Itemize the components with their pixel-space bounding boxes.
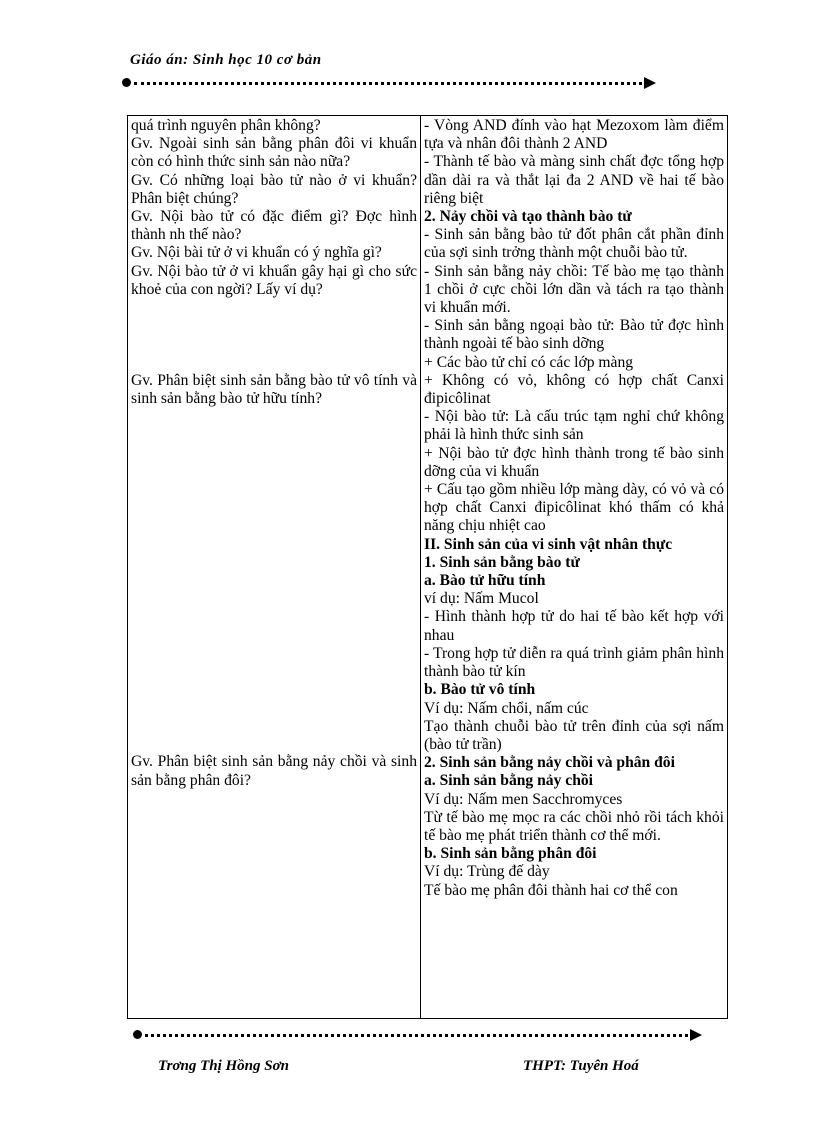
subsection-heading: b. Sinh sản bằng phân đôi (424, 845, 597, 863)
content-column (421, 116, 728, 1019)
content-line: - Sinh sản bằng bào tử đốt phân cắt phần đỉnh của sợi sinh trởng thành một chuỗi bào tử. (424, 226, 724, 262)
header-title: Giáo án: Sinh học 10 cơ bản (130, 52, 322, 68)
header-divider (122, 76, 656, 90)
content-line: - Trong hợp tử diễn ra quá trình giảm phân hình thành bào tử kín (424, 644, 724, 681)
content-line: ví dụ: Nấm Mucol (424, 590, 539, 608)
content-line: Tạo thành chuỗi bào tử trên đỉnh của sợi nấm (bào tử trần) (424, 717, 724, 753)
content-line: - Sinh sản bằng nảy chồi: Tế bào mẹ tạo thành 1 chồi ở cực chồi lớn dần và tách ra tạo thành vi khuẩn mới. (424, 262, 724, 317)
content-line: + Các bào tử chỉ có các lớp màng (424, 353, 634, 371)
question-item: Gv. Nội bào tử có đặc điểm gì? Đợc hình thành nh thế nào? (131, 208, 417, 244)
content-line: - Sinh sản bằng ngoại bào tử: Bào tử đợc hình thành ngoài tế bào sinh dỡng (424, 317, 724, 353)
content-line: Tế bào mẹ phân đôi thành hai cơ thể con (424, 881, 678, 899)
question-item: Gv. Nội bào tử ở vi khuẩn gây hại gì cho sức khoẻ của con ngời? Lấy ví dụ? (131, 262, 417, 298)
footer-school: THPT: Tuyên Hoá (523, 1058, 639, 1074)
question-item: Gv. Phân biệt sinh sản bằng bào tử vô tính và sinh sản bằng bào tử hữu tính? (131, 372, 417, 408)
subsection-heading: b. Bào tử vô tính (424, 681, 536, 699)
content-line: Từ tế bào mẹ mọc ra các chồi nhỏ rồi tách khỏi tế bào mẹ phát triển thành cơ thể mới. (424, 808, 724, 844)
section-heading: II. Sinh sản của vi sinh vật nhân thực (424, 535, 673, 553)
footer-divider (133, 1028, 702, 1042)
content-line: - Thành tế bào và màng sinh chất đợc tổng hợp dần dài ra và thắt lại đa 2 AND về hai tế bào riêng biệt (424, 153, 724, 207)
question-item: Gv. Nội bài tử ở vi khuẩn có ý nghĩa gì? (131, 244, 382, 262)
table-row (128, 116, 728, 1019)
subsection-heading: a. Sinh sản bằng nảy chồi (424, 772, 594, 790)
bullet-dot-icon (133, 1030, 142, 1039)
bullet-dot-icon (122, 78, 131, 87)
content-line: Ví dụ: Nấm men Sacchromyces (424, 790, 623, 808)
section-heading: 2. Nảy chồi và tạo thành bào tử (424, 208, 632, 226)
content-line: + Cấu tạo gồm nhiều lớp màng dày, có vỏ và có hợp chất Canxi đipicôlinat khó thấm có khả năng chịu nhiệt cao (424, 481, 724, 535)
question-item: Gv. Ngoài sinh sản bằng phân đôi vi khuẩn còn có hình thức sinh sản nào nữa? (131, 135, 417, 171)
subsection-heading: a. Bào tử hữu tính (424, 572, 546, 590)
content-line: Ví dụ: Trùng đế dày (424, 863, 550, 881)
question-item: quá trình nguyên phân không? (131, 117, 321, 134)
content-line: + Nội bào tử đợc hình thành trong tế bào sinh dỡng của vi khuẩn (424, 444, 724, 480)
section-heading: 2. Sinh sản bằng nảy chồi và phân đôi (424, 754, 675, 772)
content-line: Ví dụ: Nấm chổi, nấm cúc (424, 699, 589, 717)
footer-author: Trơng Thị Hồng Sơn (158, 1058, 290, 1074)
teacher-questions-column (128, 116, 421, 1019)
question-item: Gv. Có những loại bào tử nào ở vi khuẩn? Phân biệt chúng? (131, 171, 417, 207)
arrow-right-icon (644, 77, 656, 89)
section-heading: 1. Sinh sản bằng bào tử (424, 553, 580, 571)
content-line: - Nội bào tử: Là cấu trúc tạm nghỉ chứ không phải là hình thức sinh sản (424, 408, 724, 444)
question-item: Gv. Phân biệt sinh sản bằng nảy chồi và sinh sản bằng phân đôi? (131, 753, 417, 789)
arrow-right-icon (690, 1029, 702, 1041)
lesson-table (127, 115, 728, 1019)
content-line: - Hình thành hợp tử do hai tế bào kết hợp với nhau (424, 608, 724, 644)
content-line: + Không có vỏ, không có hợp chất Canxi đipicôlinat (424, 371, 724, 408)
content-line: - Vòng AND đính vào hạt Mezoxom làm điểm tựa và nhân đôi thành 2 AND (424, 117, 724, 153)
